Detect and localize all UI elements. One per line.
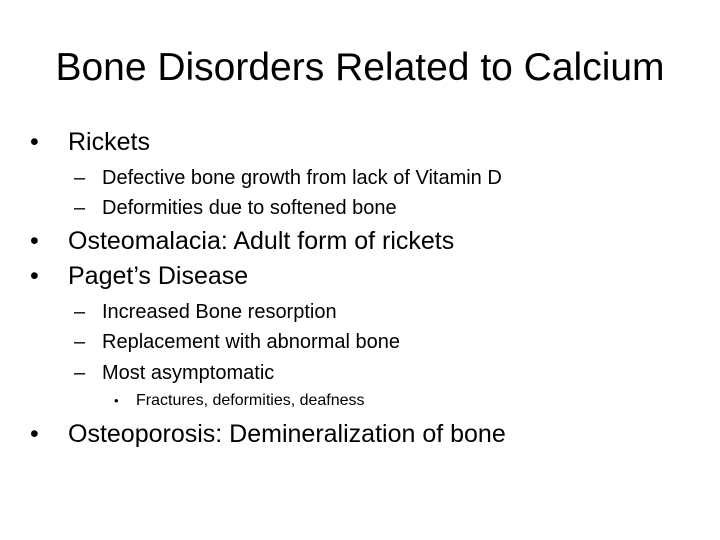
subbullet-defective-growth	[74, 165, 502, 191]
bullet-text: Paget’s Disease	[68, 262, 249, 290]
subbullet-deformities	[74, 195, 397, 221]
subbullet-text: Deformities due to softened bone	[102, 197, 397, 219]
subbullet-increased-resorption	[74, 299, 337, 325]
dash-marker: –	[74, 331, 86, 353]
bullet-marker: •	[30, 262, 39, 290]
bullet-text: Osteomalacia: Adult form of rickets	[68, 227, 455, 255]
bullet-osteoporosis	[30, 419, 506, 449]
bullet-marker: •	[30, 128, 39, 156]
bullet-marker: •	[114, 393, 119, 408]
dash-marker: –	[74, 301, 86, 323]
bullet-pagets-disease	[30, 261, 248, 291]
subsubbullet-text: Fractures, deformities, deafness	[136, 392, 365, 409]
dash-marker: –	[74, 167, 86, 189]
bullet-osteomalacia	[30, 226, 454, 256]
subbullet-text: Most asymptomatic	[102, 362, 275, 384]
subbullet-asymptomatic	[74, 360, 274, 386]
subbullet-text: Increased Bone resorption	[102, 301, 337, 323]
bullet-marker: •	[30, 420, 39, 448]
dash-marker: –	[74, 362, 86, 384]
subbullet-replacement	[74, 329, 400, 355]
dash-marker: –	[74, 197, 86, 219]
subsubbullet-fractures	[114, 391, 365, 411]
subbullet-text: Replacement with abnormal bone	[102, 331, 400, 353]
subbullet-text: Defective bone growth from lack of Vitamin D	[102, 167, 502, 189]
bullet-text: Rickets	[68, 128, 150, 156]
bullet-rickets	[30, 127, 150, 157]
slide-title: Bone Disorders Related to Calcium	[55, 46, 665, 89]
bullet-marker: •	[30, 227, 39, 255]
bullet-text: Osteoporosis: Demineralization of bone	[68, 420, 506, 448]
